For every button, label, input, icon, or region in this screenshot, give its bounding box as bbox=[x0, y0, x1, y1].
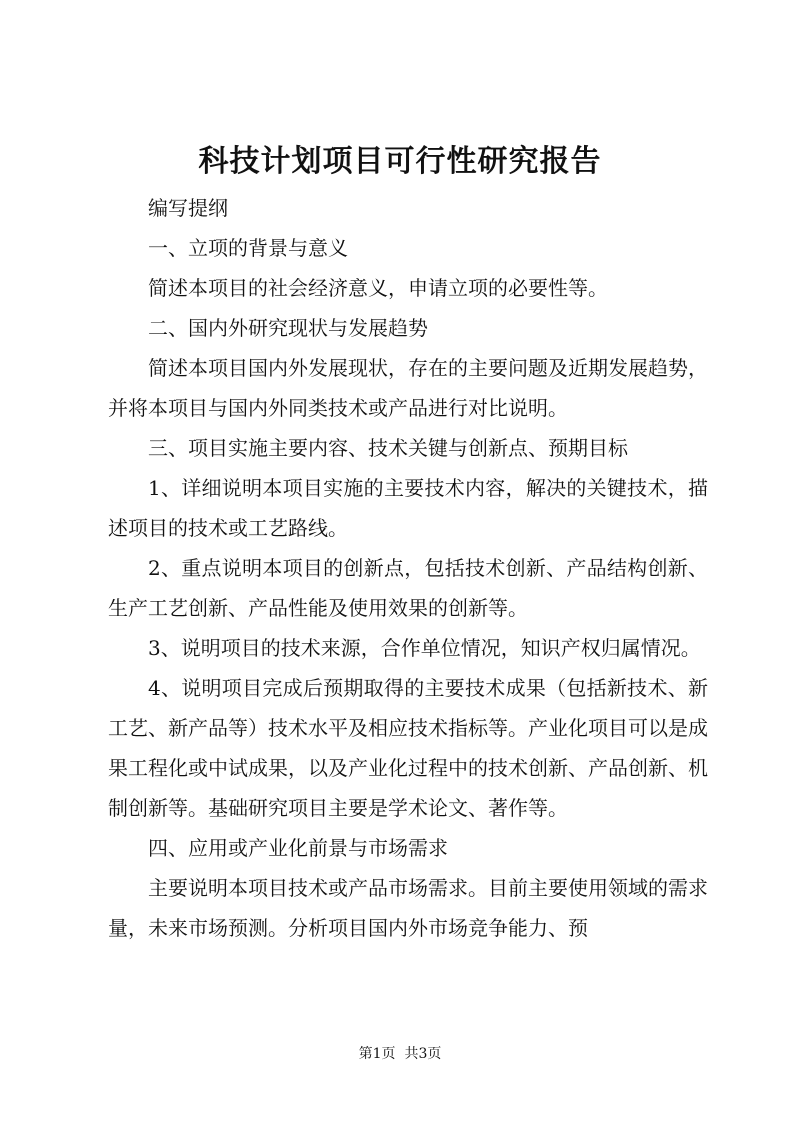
paragraph-market: 主要说明本项目技术或产品市场需求。目前主要使用领域的需求量，未来市场预测。分析项目国内外市场竞争能力、预 bbox=[108, 876, 708, 940]
paragraph-item-3: 3、说明项目的技术来源，合作单位情况，知识产权归属情况。 bbox=[148, 636, 701, 660]
paragraph-background: 简述本项目的社会经济意义，申请立项的必要性等。 bbox=[148, 276, 608, 300]
paragraph-outline-heading: 编写提纲 bbox=[148, 196, 228, 220]
section-heading-implementation: 三、项目实施主要内容、技术关键与创新点、预期目标 bbox=[148, 436, 628, 460]
section-heading-market: 四、应用或产业化前景与市场需求 bbox=[148, 836, 448, 860]
paragraph-item-2: 2、重点说明本项目的创新点，包括技术创新、产品结构创新、生产工艺创新、产品性能及使用效果的创新等。 bbox=[108, 556, 708, 620]
page-number-footer: 第1页 共3页 bbox=[358, 1046, 442, 1062]
paragraph-research-status: 简述本项目国内外发展现状，存在的主要问题及近期发展趋势，并将本项目与国内外同类技术或产品进行对比说明。 bbox=[108, 356, 708, 420]
section-heading-background: 一、立项的背景与意义 bbox=[148, 236, 348, 260]
paragraph-item-1: 1、详细说明本项目实施的主要技术内容，解决的关键技术，描述项目的技术或工艺路线。 bbox=[108, 476, 708, 540]
document-body bbox=[108, 188, 708, 948]
document-title: 科技计划项目可行性研究报告 bbox=[198, 144, 602, 179]
section-heading-research-status: 二、国内外研究现状与发展趋势 bbox=[148, 316, 428, 340]
paragraph-item-4: 4、说明项目完成后预期取得的主要技术成果（包括新技术、新工艺、新产品等）技术水平及相应技术指标等。产业化项目可以是成果工程化或中试成果，以及产业化过程中的技术创新、产品创新、机制创新等。基础研究项目主要是学术论文、著作等。 bbox=[108, 676, 708, 820]
